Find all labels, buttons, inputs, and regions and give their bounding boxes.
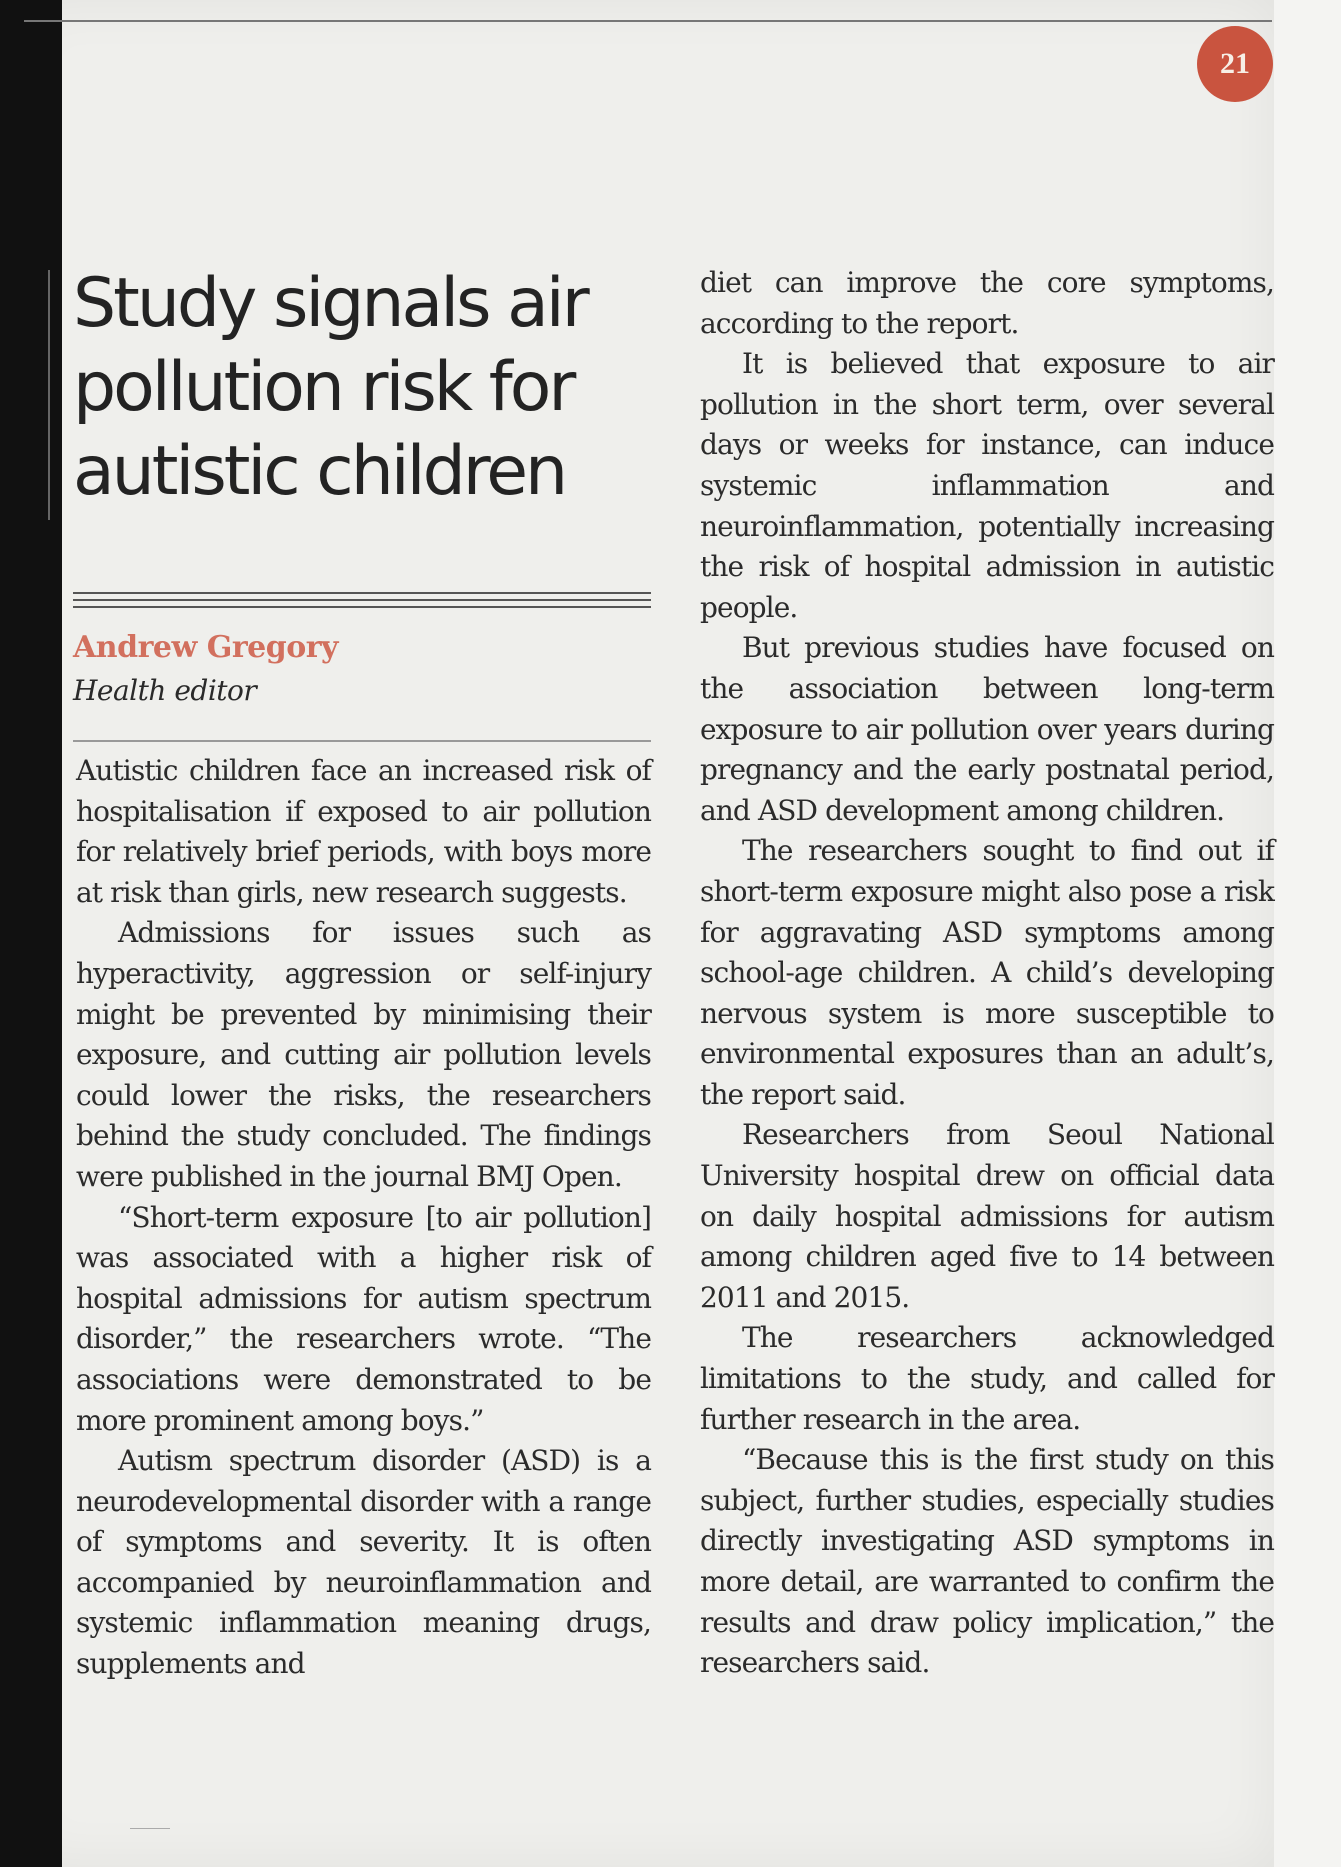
author-role: Health editor — [73, 674, 257, 707]
paragraph: The researchers acknowledged limitations to the study, and called for further research in the area. — [700, 1321, 1274, 1436]
paragraph: The researchers sought to find out if short-term exposure might also pose a risk for aggravating ASD symptoms among school-age children. A child’s developing nervous system is more susceptible to environmental exposures than an adult’s, the report said. — [700, 834, 1274, 1111]
byline-divider — [73, 740, 651, 742]
paragraph: diet can improve the core symptoms, according to the report. — [700, 266, 1274, 340]
top-rule — [24, 20, 1272, 22]
headline: Study signals air pollution risk for autistic children — [73, 264, 587, 511]
paragraph: Admissions for issues such as hyperactivity, aggression or self-injury might be prevented by minimising their exposure, and cutting air pollution levels could lower the risks, the researchers behind the study concluded. The findings were published in the journal BMJ Open. — [76, 916, 651, 1193]
article-column-left — [76, 751, 651, 1685]
byline-rules — [73, 592, 651, 618]
footer-rule — [130, 1828, 170, 1829]
paragraph: “Short-term exposure [to air pollution] was associated with a higher risk of hospital admissions for autism spectrum disorder,” the researchers wrote. “The associations were demonstrated to be more prominent among boys.” — [76, 1200, 651, 1437]
paragraph: Researchers from Seoul National University hospital drew on official data on daily hospital admissions for autism among children aged five to 14 between 2011 and 2015. — [700, 1118, 1274, 1314]
paragraph: Autism spectrum disorder (ASD) is a neurodevelopmental disorder with a range of symptoms and severity. It is often accompanied by neuroinflammation and systemic inflammation meaning drugs, supplements and — [76, 1444, 651, 1681]
paragraph: It is believed that exposure to air pollution in the short term, over several days or weeks for instance, can induce systemic inflammation and neuroinflammation, potentially increasing the risk of hospital admission in autistic people. — [700, 347, 1274, 624]
paragraph: “Because this is the first study on this subject, further studies, especially studies directly investigating ASD symptoms in more detail, are warranted to confirm the results and draw policy implication,” the researchers said. — [700, 1443, 1274, 1680]
author-name: Andrew Gregory — [73, 630, 338, 665]
scan-edge — [0, 0, 62, 1867]
headline-bar — [48, 270, 50, 520]
article-column-right — [700, 263, 1274, 1684]
paragraph: But previous studies have focused on the association between long-term exposure to air pollution over years during pregnancy and the early postnatal period, and ASD development among children. — [700, 631, 1274, 827]
page-margin-strip — [1274, 0, 1341, 1867]
paragraph: Autistic children face an increased risk of hospitalisation if exposed to air pollution for relatively brief periods, with boys more at risk than girls, new research suggests. — [76, 754, 651, 909]
page-number-badge: 21 — [1197, 26, 1273, 102]
